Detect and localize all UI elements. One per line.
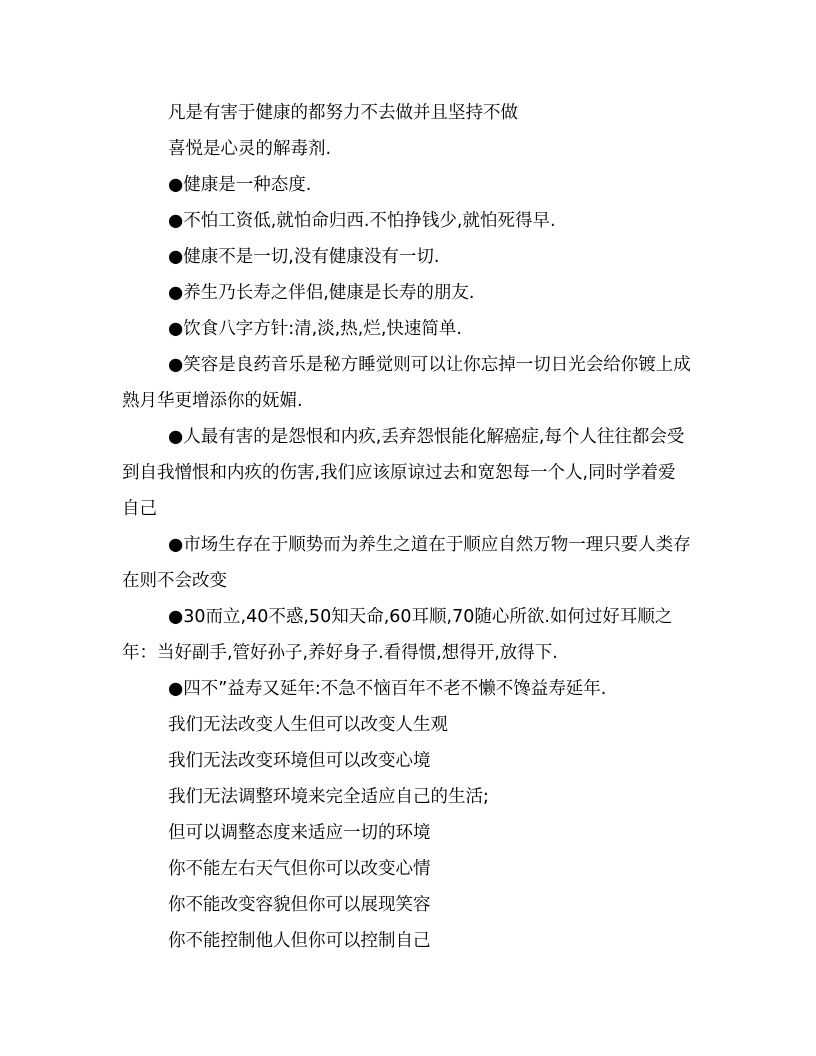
paragraph: ●市场生存在于顺势而为养生之道在于顺应自然万物一理只要人类存在则不会改变 <box>122 535 691 591</box>
paragraph: 我们无法改变环境但可以改变心境 <box>168 751 431 771</box>
paragraph: ●饮食八字方针:清,淡,热,烂,快速简单. <box>168 319 462 339</box>
paragraph: ●养生乃长寿之伴侣,健康是长寿的朋友. <box>168 283 475 303</box>
paragraph: 喜悦是心灵的解毒剂. <box>168 139 332 159</box>
paragraph: ●健康是一种态度. <box>168 175 312 195</box>
paragraph: ●四不”益寿又延年:不急不恼百年不老不懒不馋益寿延年. <box>168 679 607 699</box>
paragraph: ●30而立,40不惑,50知天命,60耳顺,70随心所欲.如何过好耳顺之年：当好副手,管好孙子,养好身子.看得惯,想得开,放得下. <box>122 607 673 663</box>
paragraph: ●人最有害的是怨恨和内疚,丢弃怨恨能化解癌症,每个人往往都会受到自我憎恨和内疚的伤害,我们应该原谅过去和宽恕每一个人,同时学着爱自己 <box>122 427 685 519</box>
paragraph: 凡是有害于健康的都努力不去做并且坚持不做 <box>168 103 518 123</box>
paragraph: ●笑容是良药音乐是秘方睡觉则可以让你忘掉一切日光会给你镀上成熟月华更增添你的妩媚. <box>122 355 691 411</box>
document-body <box>122 95 692 959</box>
paragraph: ●健康不是一切,没有健康没有一切. <box>168 247 440 267</box>
paragraph: 你不能控制他人但你可以控制自己 <box>168 931 431 951</box>
paragraph: 我们无法调整环境来完全适应自己的生活; <box>168 787 489 807</box>
paragraph: ●不怕工资低,就怕命归西.不怕挣钱少,就怕死得早. <box>168 211 556 231</box>
paragraph: 我们无法改变人生但可以改变人生观 <box>168 715 448 735</box>
paragraph: 但可以调整态度来适应一切的环境 <box>168 823 431 843</box>
paragraph: 你不能改变容貌但你可以展现笑容 <box>168 895 431 915</box>
paragraph: 你不能左右天气但你可以改变心情 <box>168 859 431 879</box>
